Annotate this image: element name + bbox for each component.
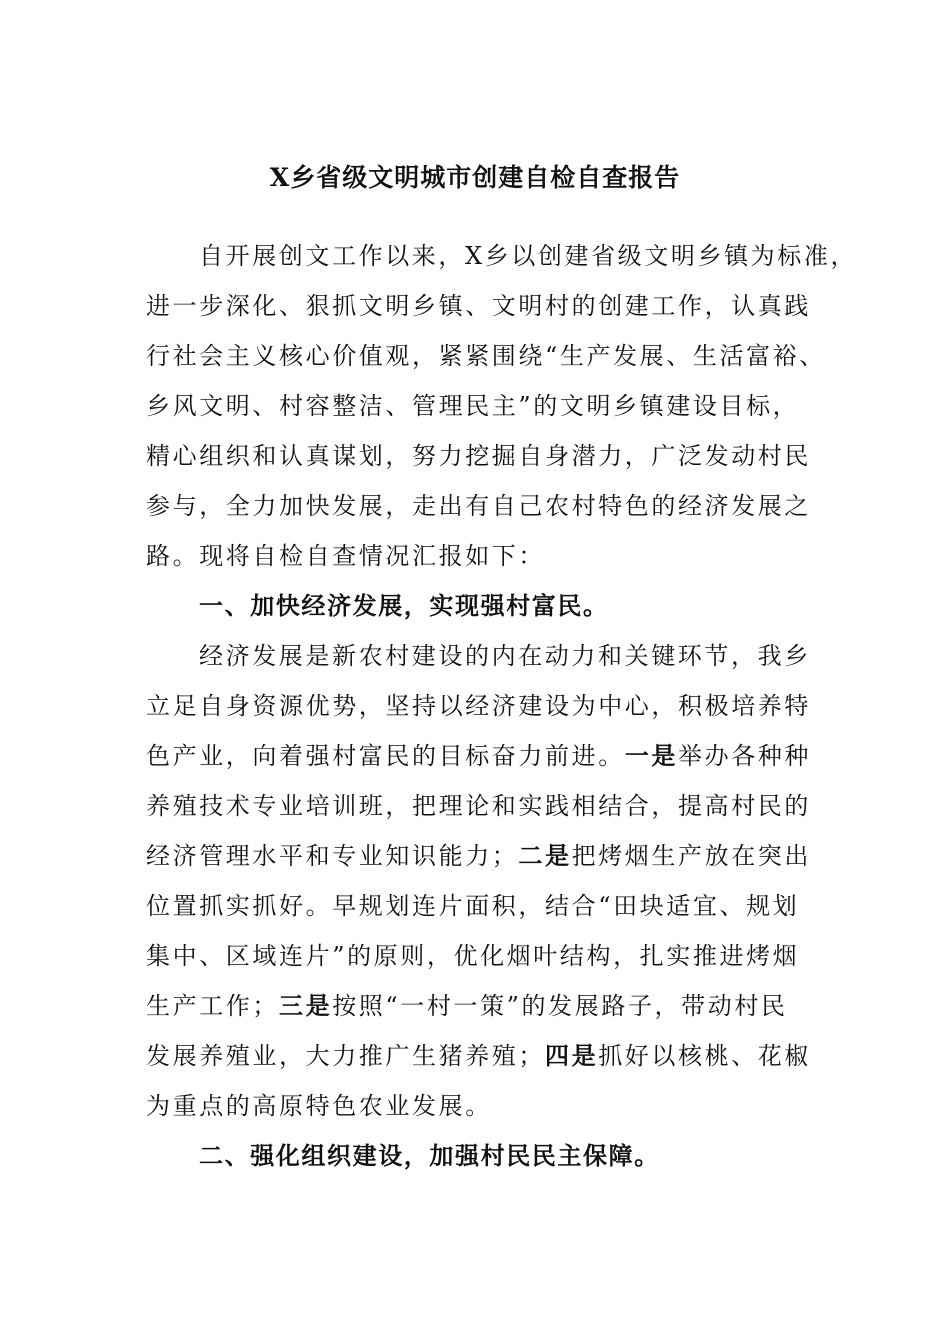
- intro-line-5: 精心组织和认真谋划，努力挖掘自身潜力，广泛发动村民: [146, 442, 811, 470]
- section1-line-4: 养殖技术专业培训班，把理论和实践相结合，提高村民的: [146, 792, 811, 820]
- intro-line-4: 乡风文明、村容整洁、管理民主”的文明乡镇建设目标，: [146, 392, 800, 420]
- section1-line-1: 经济发展是新农村建设的内在动力和关键环节，我乡: [199, 642, 811, 670]
- item-marker-2: 二是: [518, 841, 572, 870]
- intro-line-6: 参与，全力加快发展，走出有自己农村特色的经济发展之: [146, 492, 811, 520]
- section1-line-5-text-c: 把烤烟生产放在突出: [571, 842, 812, 870]
- section1-line-7: 集中、区域连片”的原则，优化烟叶结构，扎实推进烤烟: [146, 942, 800, 970]
- section1-line-3: [146, 739, 846, 773]
- section1-line-6: 位置抓实抓好。早规划连片面积，结合“田块适宜、规划: [146, 892, 800, 920]
- document-title: X乡省级文明城市创建自检自查报告: [269, 163, 681, 192]
- section2-heading: 二、强化组织建设，加强村民民主保障。: [199, 1141, 660, 1170]
- intro-line-7: 路。现将自检自查情况汇报如下：: [146, 542, 545, 570]
- item-marker-3: 三是: [279, 991, 333, 1020]
- section1-line-5: [146, 839, 846, 873]
- section1-line-3-text-a: 色产业，向着强村富民的目标奋力前进。: [146, 742, 625, 770]
- section1-heading: 一、加快经济发展，实现强村富民。: [199, 591, 609, 620]
- section1-line-5-text-a: 经济管理水平和专业知识能力；: [146, 842, 519, 870]
- section1-line-2: 立足自身资源优势，坚持以经济建设为中心，积极培养特: [146, 692, 811, 720]
- section1-line-8-text-a: 生产工作；: [146, 992, 279, 1020]
- section1-line-8-text-c: 按照“一村一策”的发展路子，带动村民: [332, 992, 788, 1020]
- section1-line-10: 为重点的高原特色农业发展。: [146, 1092, 492, 1120]
- section1-line-9-text-c: 抓好以核桃、花椒: [598, 1042, 812, 1070]
- intro-line-2: 进一步深化、狠抓文明乡镇、文明村的创建工作，认真践: [146, 292, 811, 320]
- intro-line-3: 行社会主义核心价值观，紧紧围绕“生产发展、生活富裕、: [146, 342, 826, 370]
- item-marker-4: 四是: [545, 1041, 599, 1070]
- section1-line-3-text-c: 举办各种种: [678, 742, 812, 770]
- section1-line-8: [146, 989, 846, 1023]
- intro-line-1: 自开展创文工作以来，X乡以创建省级文明乡镇为标准，: [199, 242, 858, 270]
- section1-line-9: [146, 1039, 846, 1073]
- section1-line-9-text-a: 发展养殖业，大力推广生猪养殖；: [146, 1042, 545, 1070]
- item-marker-1: 一是: [624, 741, 679, 770]
